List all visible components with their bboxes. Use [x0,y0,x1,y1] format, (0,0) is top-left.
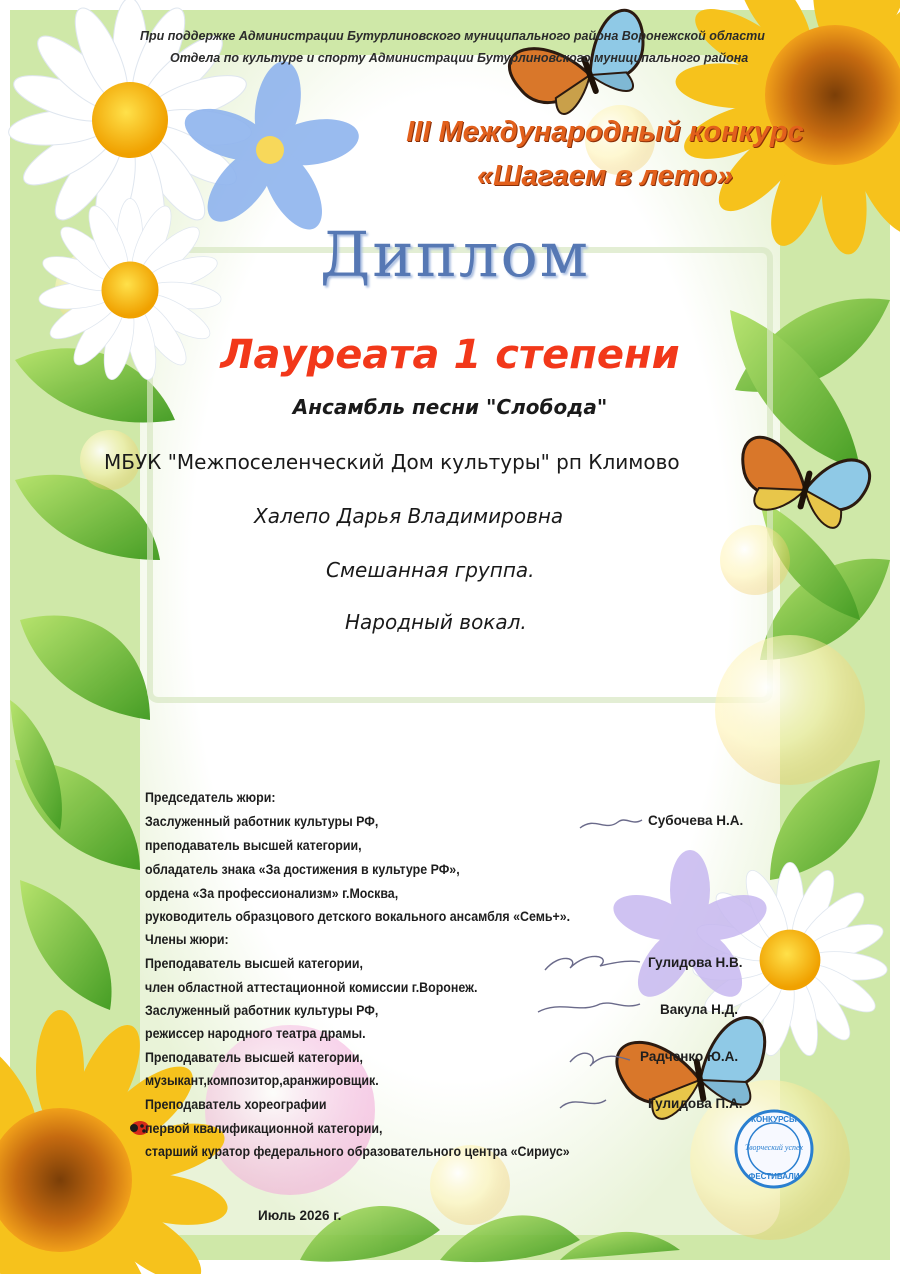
jury-member-name: Радченко Ю.А. [640,1049,739,1064]
jury-member-line: музыкант,композитор,аранжировщик. [145,1073,379,1088]
jury-chair-name: Субочева Н.А. [648,813,744,828]
stamp-top-text: КОНКУРСЫ [751,1115,797,1124]
stamp-bottom-text: ФЕСТИВАЛИ [748,1172,800,1181]
jury-member-line: Заслуженный работник культуры РФ, [145,1003,379,1018]
jury-member-line: член областной аттестационной комиссии г.Воронеж. [145,980,478,995]
jury-member-line: Преподаватель хореографии [145,1097,327,1112]
jury-members-heading: Члены жюри: [145,932,229,947]
issue-date: Июль 2026 г. [258,1208,342,1223]
diploma-title: Диплом [320,218,590,291]
contest-title-line-1: III Международный конкурс [406,116,804,148]
category-text: Смешанная группа. [326,558,535,582]
leader-name: Халепо Дарья Владимировна [254,504,564,528]
jury-member-name: Гулидова Н.В. [648,955,743,970]
award-title: Лауреата 1 степени [220,332,680,378]
jury-member-line: старший куратор федерального образовательного центра «Сириус» [145,1144,570,1159]
jury-chair-line: ордена «За профессионализм» г.Москва, [145,886,399,901]
jury-chair-line: обладатель знака «За достижения в культуре РФ», [145,862,460,877]
contest-stamp [733,1108,815,1190]
jury-member-name: Вакула Н.Д. [660,1002,739,1017]
jury-member-line: режиссер народного театра драмы. [145,1026,366,1041]
ensemble-name: Ансамбль песни "Слобода" [292,395,608,419]
sponsor-line-2: Отдела по культуре и спорту Администрации Бутурлиновского муниципального района [170,51,749,65]
jury-member-name: Гулидова П.А. [648,1096,743,1111]
nomination-text: Народный вокал. [345,610,527,634]
stamp-middle-text: Творческий успех [744,1143,804,1152]
institution-name: МБУК "Межпоселенческий Дом культуры" рп Климово [104,450,680,474]
sponsor-line-1: При поддержке Администрации Бутурлиновского муниципального района Воронежской области [140,29,765,43]
jury-member-line: Преподаватель высшей категории, [145,956,363,971]
jury-chair-heading: Председатель жюри: [145,790,276,805]
jury-chair-line: Заслуженный работник культуры РФ, [145,814,379,829]
jury-chair-line: преподаватель высшей категории, [145,838,362,853]
jury-member-line: первой квалификационной категории, [145,1121,383,1136]
contest-title-line-2: «Шагаем в лето» [476,160,734,192]
jury-chair-line: руководитель образцового детского вокального ансамбля «Семь+». [145,909,571,924]
jury-member-line: Преподаватель высшей категории, [145,1050,363,1065]
